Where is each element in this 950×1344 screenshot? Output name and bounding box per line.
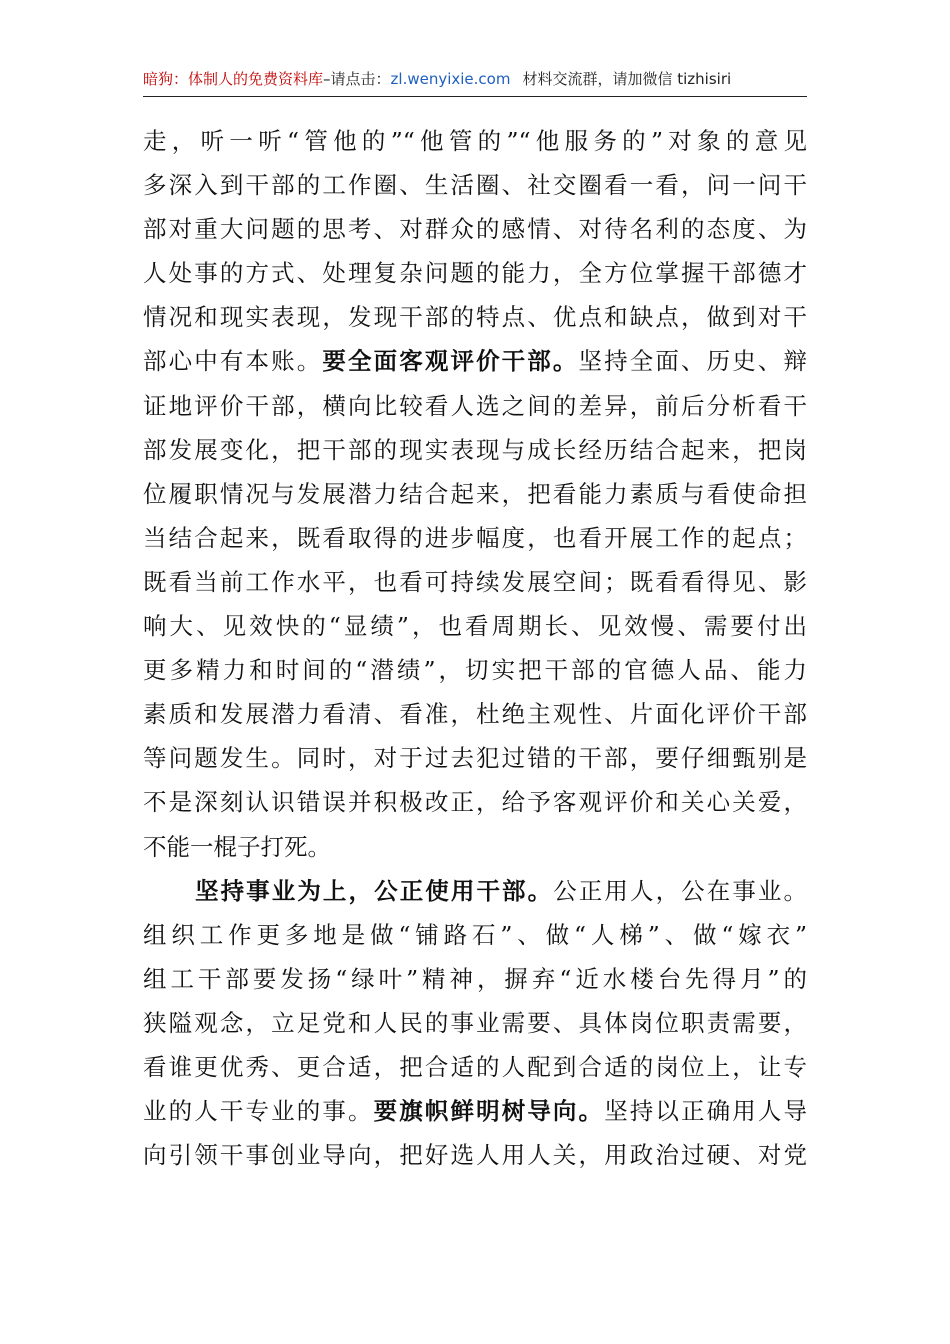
text-line [143,209,807,249]
document-body [143,121,807,1179]
text-line [143,165,807,205]
body-text-span: 部发展变化，把干部的现实表现与成长经历结合起来，把岗 [143,435,807,464]
header-brand: 暗狗：体制人的免费资料库 [143,70,324,88]
text-line [143,650,807,690]
body-text-span: 更多精力和时间的“潜绩”，切实把干部的官德人品、能力 [143,656,807,685]
body-text-span: 部对重大问题的思考、对群众的感情、对待名利的态度、为 [143,215,807,244]
text-line [143,297,807,337]
body-text-span: 部心中有本账。 [143,347,323,376]
body-text-span: 不能一棍子打死。 [143,832,331,861]
body-text-span: 当结合起来，既看取得的进步幅度，也看开展工作的起点； [143,523,807,552]
header-site-link[interactable]: zl.wenyixie.com [390,70,511,88]
body-text-span: 坚持全面、历史、辩 [578,347,808,376]
body-text-span: 向引领干事创业导向，把好选人用人关，用政治过硬、对党 [143,1141,807,1170]
header-prompt: –请点击： [323,70,391,88]
body-text-span: 组工干部要发扬“绿叶”精神，摒弃“近水楼台先得月”的 [143,964,807,993]
text-line [143,341,807,381]
body-text-span: 不是深刻认识错误并积极改正，给予客观评价和关心关爱， [143,788,807,817]
text-line [143,738,807,778]
text-line [143,782,807,822]
body-text-span: 组织工作更多地是做“铺路石”、做“人梯”、做“嫁衣” [143,920,807,949]
body-text-span: 既看当前工作水平，也看可持续发展空间；既看看得见、影 [143,567,807,596]
body-text-span: 狭隘观念，立足党和人民的事业需要、具体岗位职责需要， [143,1008,807,1037]
body-text-span: 响大、见效快的“显绩”，也看周期长、见效慢、需要付出 [143,612,807,641]
bold-heading-text: 坚持事业为上，公正使用干部。 [195,876,554,905]
body-text-span: 业的人干专业的事。 [143,1097,374,1126]
body-text-span: 人处事的方式、处理复杂问题的能力，全方位掌握干部德才 [143,259,807,288]
body-text-span: 等问题发生。同时，对于过去犯过错的干部，要仔细甄别是 [143,744,807,773]
text-line [143,121,807,161]
body-text-span: 公正用人，公在事业。 [553,876,808,905]
body-text-span: 位履职情况与发展潜力结合起来，把看能力素质与看使命担 [143,479,807,508]
body-text-span: 走，听一听“管他的”“他管的”“他服务的”对象的意见 [143,127,807,155]
text-line [143,474,807,514]
text-line [143,562,807,602]
text-line [143,1003,807,1043]
text-line [143,386,807,426]
text-line [143,1135,807,1175]
header-group-note: 材料交流群，请加微信 tizhisiri [522,70,732,88]
text-line [143,1091,807,1131]
body-text-span: 素质和发展潜力看清、看准，杜绝主观性、片面化评价干部 [143,700,807,729]
body-text-span: 情况和现实表现，发现干部的特点、优点和缺点，做到对干 [143,303,807,332]
page-header [143,66,807,97]
text-line [143,871,807,911]
text-line [143,253,807,293]
body-text-span: 证地评价干部，横向比较看人选之间的差异，前后分析看干 [143,391,807,420]
text-line [143,518,807,558]
bold-heading-text: 要全面客观评价干部。 [322,347,579,376]
text-line [143,430,807,470]
bold-heading-text: 要旗帜鲜明树导向。 [373,1097,605,1126]
text-line [143,1047,807,1087]
text-line [143,915,807,955]
text-line [143,959,807,999]
text-line [143,827,807,867]
text-line [143,694,807,734]
body-text-span: 看谁更优秀、更合适，把合适的人配到合适的岗位上，让专 [143,1052,807,1081]
text-line [143,606,807,646]
body-text-span: 坚持以正确用人导 [604,1097,808,1126]
body-text-span: 多深入到干部的工作圈、生活圈、社交圈看一看，问一问干 [143,171,807,200]
